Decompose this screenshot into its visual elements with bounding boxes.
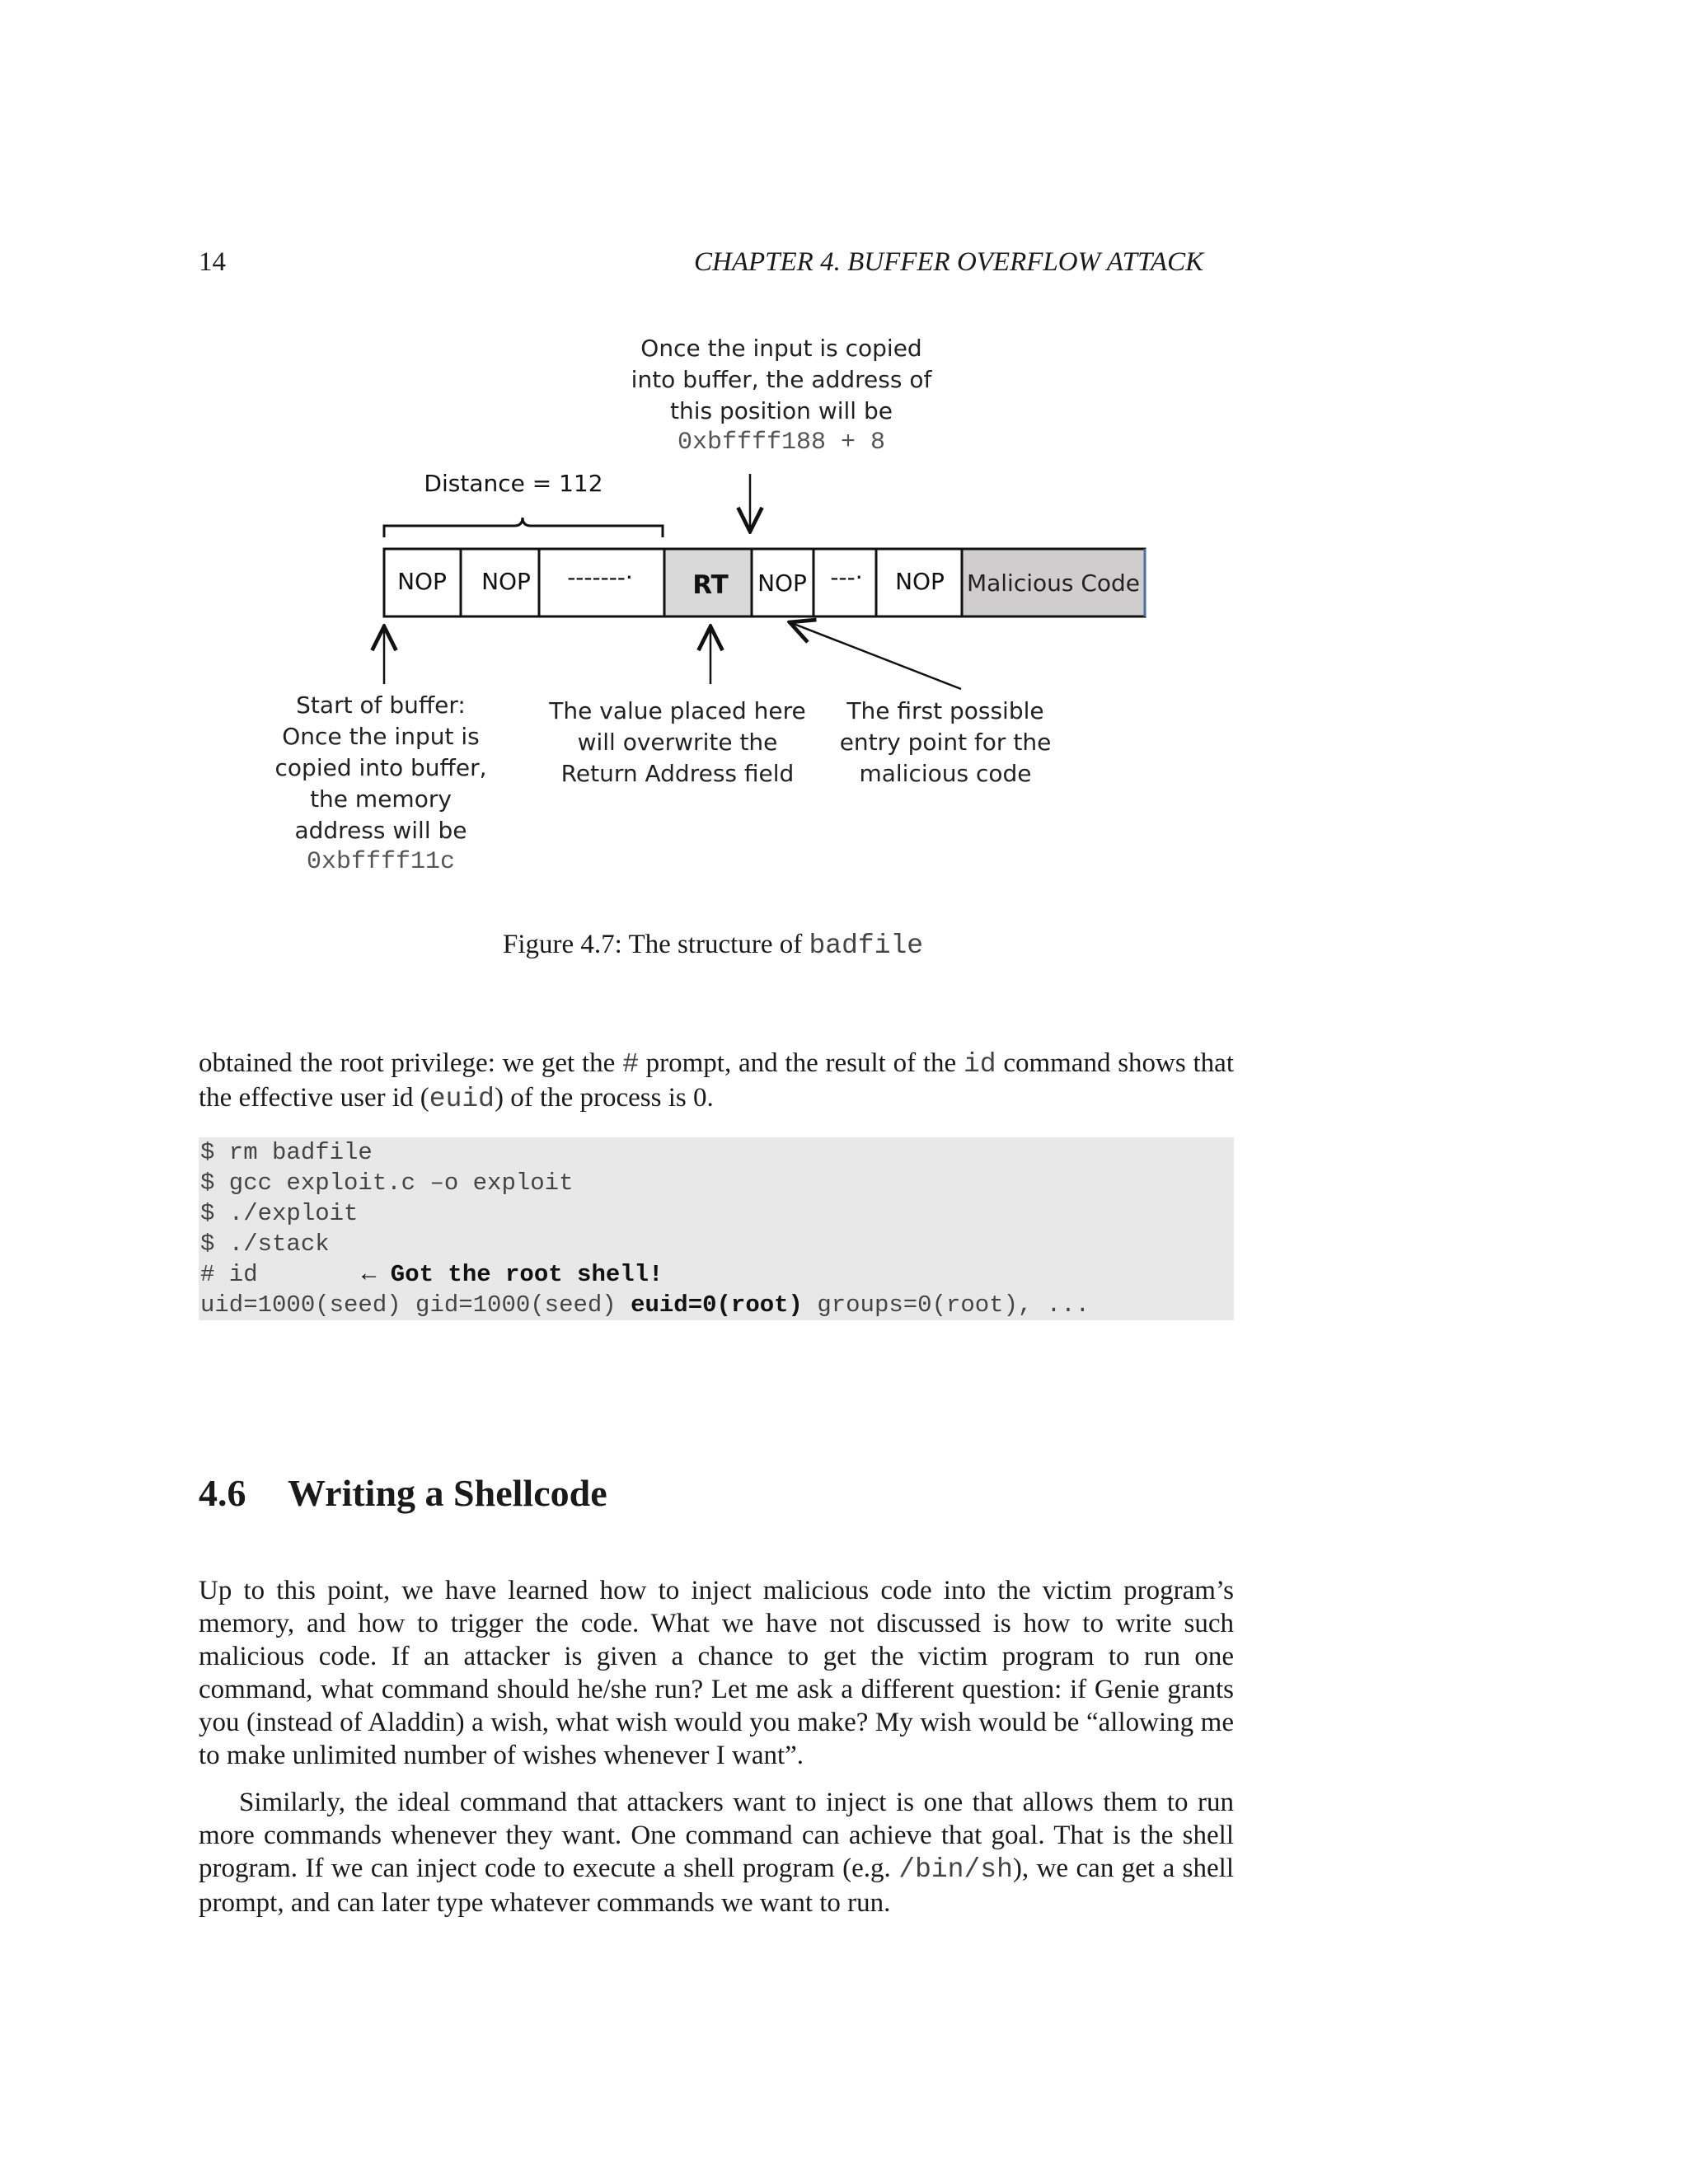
para-text: command shows that the effective user id ( (199, 1048, 1234, 1113)
code-annotation: ← Got the root shell! (362, 1261, 663, 1288)
figure-caption (503, 930, 923, 961)
para-text: Similarly, the ideal command that attackers want to inject is one that allows them to run more commands whenever they want. One command can achieve that goal. That is the shell program. If we can inject code to execute a shell program (e.g. (199, 1788, 1234, 1883)
entry-note-line: malicious code (859, 760, 1032, 787)
start-note-line: Once the input is (282, 723, 480, 750)
cell-nop-3-label: NOP (757, 569, 807, 597)
cell-nop-2-label: NOP (481, 568, 531, 595)
para-text: prompt, and the result of the (638, 1048, 964, 1078)
cell-malicious-code-label: Malicious Code (966, 569, 1141, 597)
rt-note-line: Return Address field (560, 760, 795, 787)
inline-code: id (963, 1049, 996, 1080)
entry-point-note (830, 696, 1061, 790)
caption-code: badfile (809, 930, 924, 961)
code-line: $ ./stack (200, 1230, 330, 1258)
rt-note-line: will overwrite the (577, 729, 778, 756)
cell-dashes-2-label: ---· (830, 564, 863, 591)
code-output: uid=1000(seed) gid=1000(seed) (200, 1291, 631, 1319)
inline-code: /bin/sh (898, 1854, 1013, 1885)
start-note-address: 0xbffff11c (306, 848, 456, 876)
para-text: ) of the process is 0. (494, 1083, 714, 1113)
code-line: $ ./exploit (200, 1200, 359, 1227)
entry-note-line: entry point for the (839, 729, 1052, 756)
code-block (199, 1137, 1234, 1320)
code-line: $ gcc exploit.c –o exploit (200, 1169, 574, 1197)
paragraph-writing-shellcode: Up to this point, we have learned how to inject malicious code into the victim program’s memory, and how to trigger the code. What we have not discussed is how to write such malicious code. If an attacker is given a chance to get the victim program to run one command, what command should he/she run? Let me ask a different question: if Genie grants you (instead of Aladdin) a wish, what wish would you make? My wish would be “allowing me to make unlimited number of wishes whenever I want”. (199, 1576, 1234, 1770)
running-head: CHAPTER 4. BUFFER OVERFLOW ATTACK (694, 247, 1204, 277)
cell-rt-label: RT (692, 570, 729, 600)
section-heading (199, 1471, 607, 1515)
inline-code: euid (429, 1084, 495, 1114)
top-note-address: 0xbffff188 + 8 (677, 429, 886, 457)
page-number: 14 (199, 247, 226, 277)
top-note-line: into buffer, the address of (631, 366, 932, 393)
start-note-line: Start of buffer: (296, 691, 466, 719)
badfile-structure-figure (0, 0, 1688, 989)
caption-text: Figure 4.7: The structure of (503, 930, 809, 959)
code-output-euid: euid=0(root) (631, 1291, 803, 1319)
section-number: 4.6 (199, 1472, 246, 1514)
start-note-line: copied into buffer, (274, 754, 487, 781)
code-line: $ rm badfile (200, 1139, 373, 1166)
para-text: obtained the root privilege: we get the (199, 1048, 623, 1078)
distance-label: Distance = 112 (424, 470, 603, 497)
rt-note-line: The value placed here (549, 697, 806, 724)
code-prompt: # id (200, 1261, 258, 1288)
start-note-line: the memory (310, 785, 452, 813)
arrow-entry-point (790, 622, 961, 689)
top-note (617, 333, 946, 458)
para-text: ), we can get a shell prompt, and can later type whatever commands we want to run. (199, 1854, 1234, 1918)
cell-nop-1-label: NOP (397, 568, 447, 595)
code-line (200, 1259, 663, 1290)
entry-note-line: The first possible (846, 697, 1044, 724)
section-title: Writing a Shellcode (288, 1472, 607, 1514)
top-note-line: this position will be (670, 397, 893, 424)
code-output: groups=0(root), ... (802, 1291, 1090, 1319)
cell-dashes-1-label: -------· (567, 564, 633, 591)
inline-code: # (622, 1049, 639, 1080)
cell-nop-4-label: NOP (895, 568, 945, 595)
code-line (200, 1290, 1090, 1320)
start-note-line: address will be (294, 817, 467, 844)
paragraph-shell-program (199, 1786, 1234, 1919)
start-buffer-note (247, 690, 514, 878)
distance-brace (384, 518, 663, 537)
rt-note (544, 696, 811, 790)
top-note-line: Once the input is copied (640, 335, 922, 362)
paragraph-root-privilege (199, 1047, 1234, 1116)
